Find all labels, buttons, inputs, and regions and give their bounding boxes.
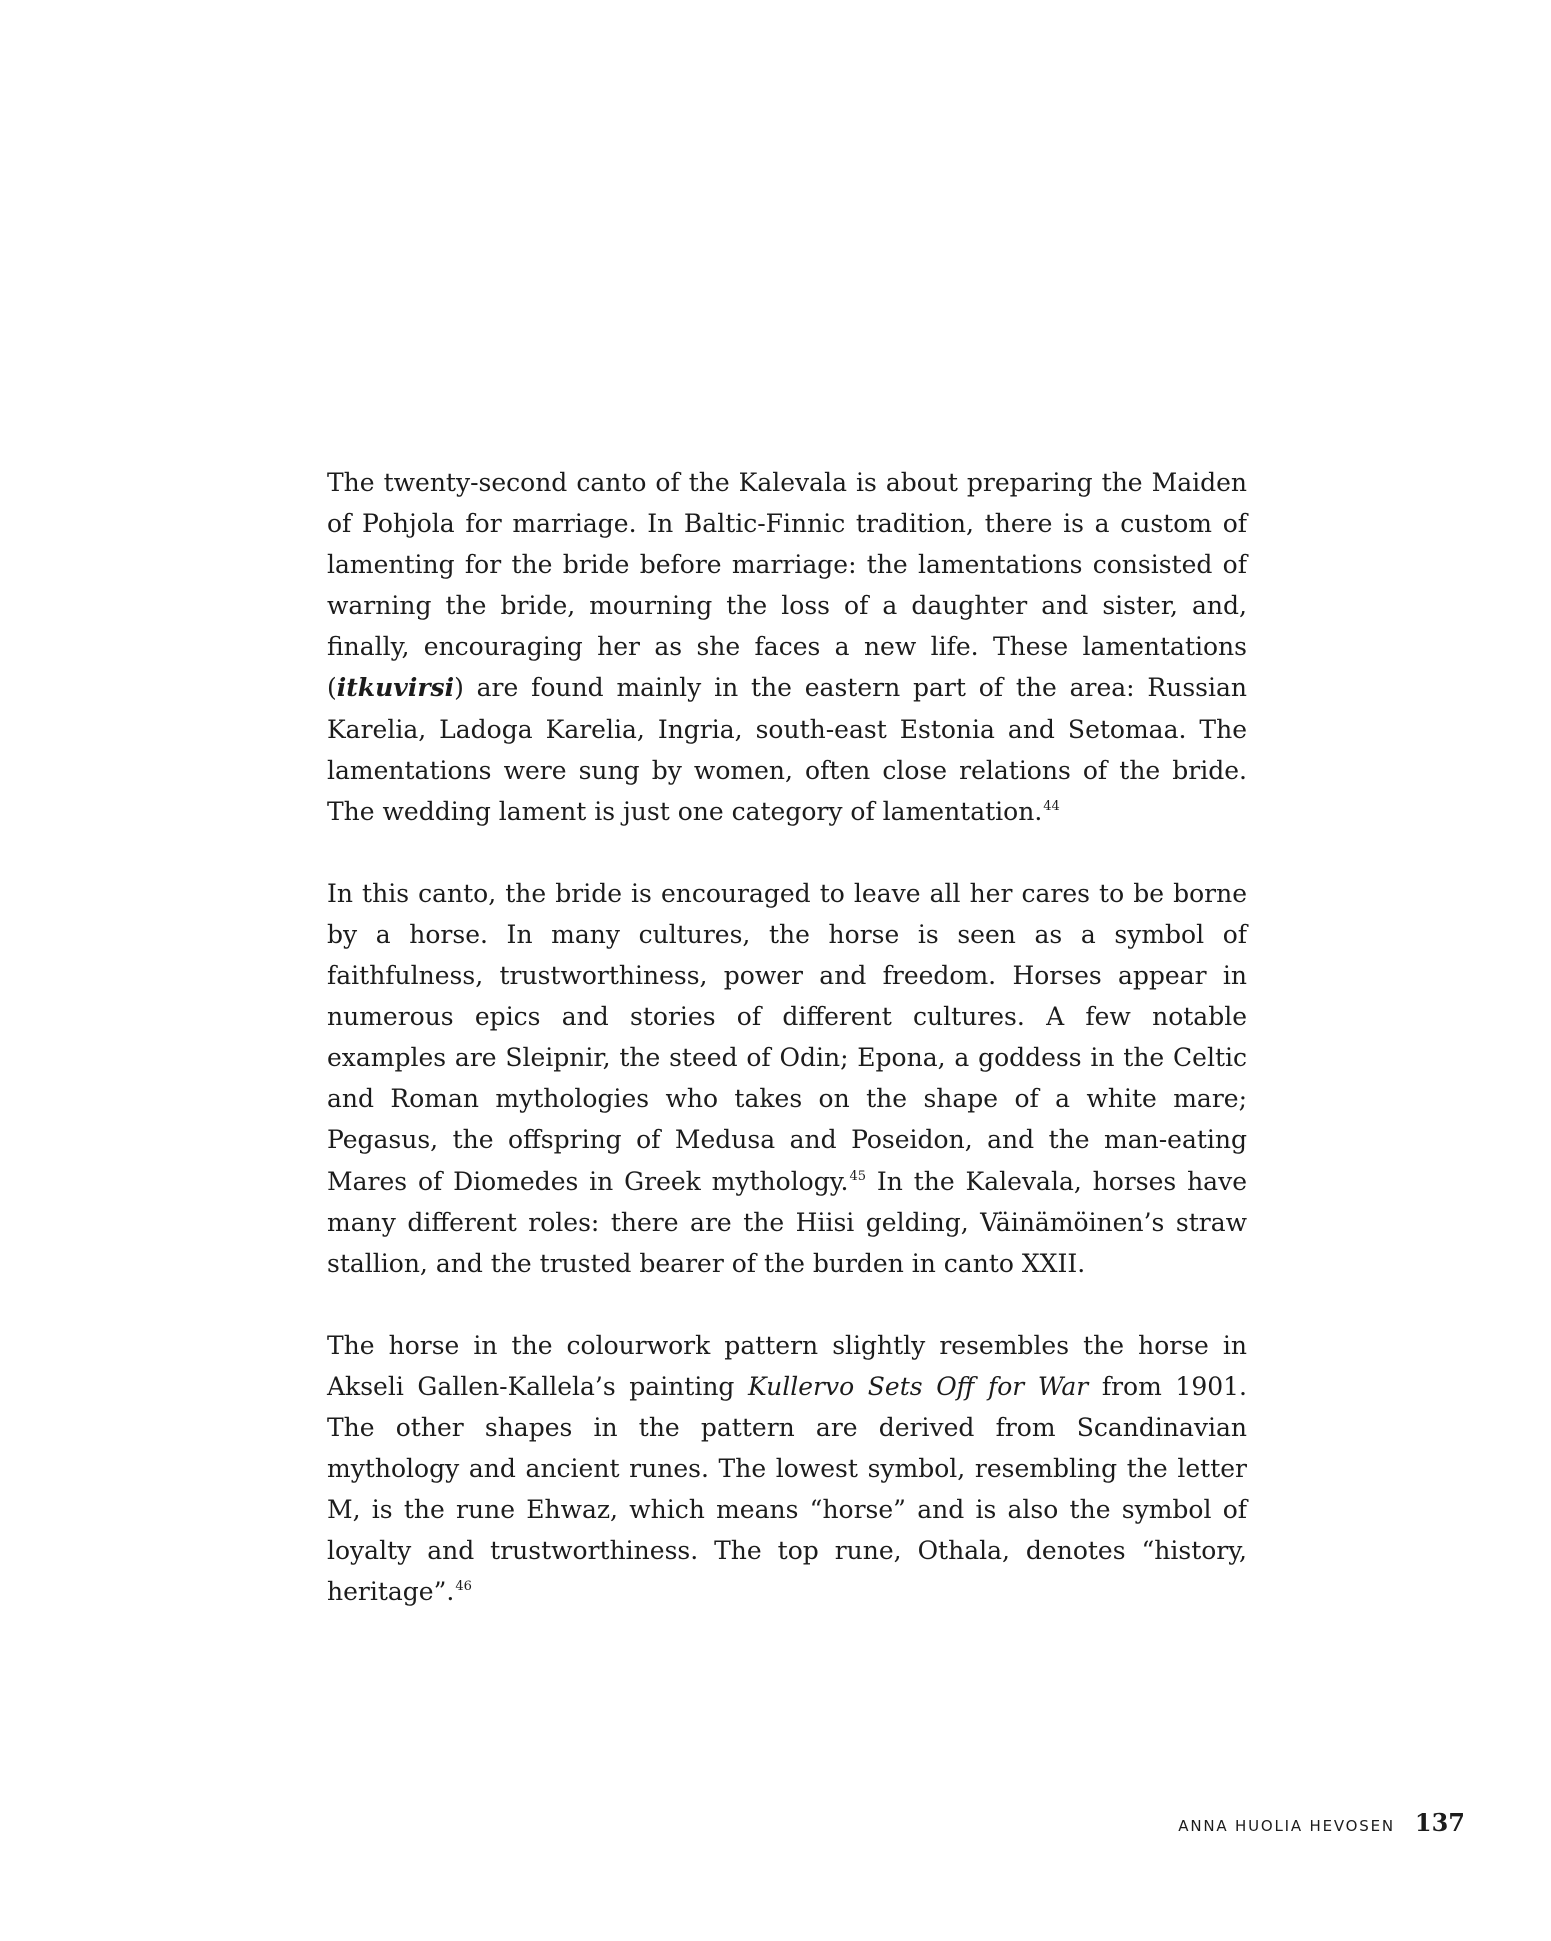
footnote-ref-46: 46 — [455, 1579, 472, 1595]
page-footer — [1178, 1808, 1465, 1837]
running-head: ANNA HUOLIA HEVOSEN — [1178, 1817, 1395, 1835]
text-segment: from 1901. The other shapes in the pattern are derived from Scandinavian mythology and ancient runes. The lowest symbol, resembling the letter M, is the rune Ehwaz, which means “horse” and is also the symbol of loyalty and trustworthiness. The top rune, Othala, denotes “history, heritage”. — [327, 1371, 1247, 1607]
painting-title: Kullervo Sets Off for War — [748, 1371, 1089, 1401]
text-segment: The horse in the colourwork pattern slightly resembles the horse in Akseli Gallen-Kallela’s painting — [327, 1330, 1247, 1401]
term-itkuvirsi: itkuvirsi — [336, 673, 455, 703]
paragraph-bridal-lament — [327, 462, 1247, 832]
text-segment: In this canto, the bride is encouraged to leave all her cares to be borne by a horse. In many cultures, the horse is seen as a symbol of faithfulness, trustworthiness, power and freedom. Horses appear in numerous epics and stories of different cultures. A few notable examples are Sleipnir, the steed of Odin; Epona, a goddess in the Celtic and Roman mythologies who takes on the shape of a white mare; Pegasus, the offspring of Medusa and Poseidon, and the man-eating Mares of Diomedes in Greek mythology. — [327, 878, 1247, 1196]
body-text — [327, 462, 1247, 1612]
text-segment: ) are found mainly in the eastern part of the area: Russian Karelia, Ladoga Karelia, Ingria, south-east Estonia and Setomaa. The lamentations were sung by women, often close relations of the bride. The wedding lament is just one category of lamentation. — [327, 673, 1247, 826]
page-number: 137 — [1414, 1808, 1465, 1837]
footnote-ref-45: 45 — [849, 1168, 867, 1184]
footnote-ref-44: 44 — [1043, 798, 1060, 814]
paragraph-colourwork-pattern — [327, 1325, 1247, 1613]
text-segment: In the Kalevala, horses have many different roles: there are the Hiisi gelding, Väinämöinen’s straw stallion, and the trusted bearer of the burden in canto XXII. — [327, 1166, 1247, 1278]
paragraph-horse-symbolism — [327, 873, 1247, 1284]
text-segment: The twenty-second canto of the Kalevala is about preparing the Maiden of Pohjola for marriage. In Baltic-Finnic tradition, there is a custom of lamenting for the bride before marriage: the lamentations consisted of warning the bride, mourning the loss of a daughter and sister, and, finally, encouraging her as she faces a new life. These lamentations ( — [327, 468, 1247, 703]
